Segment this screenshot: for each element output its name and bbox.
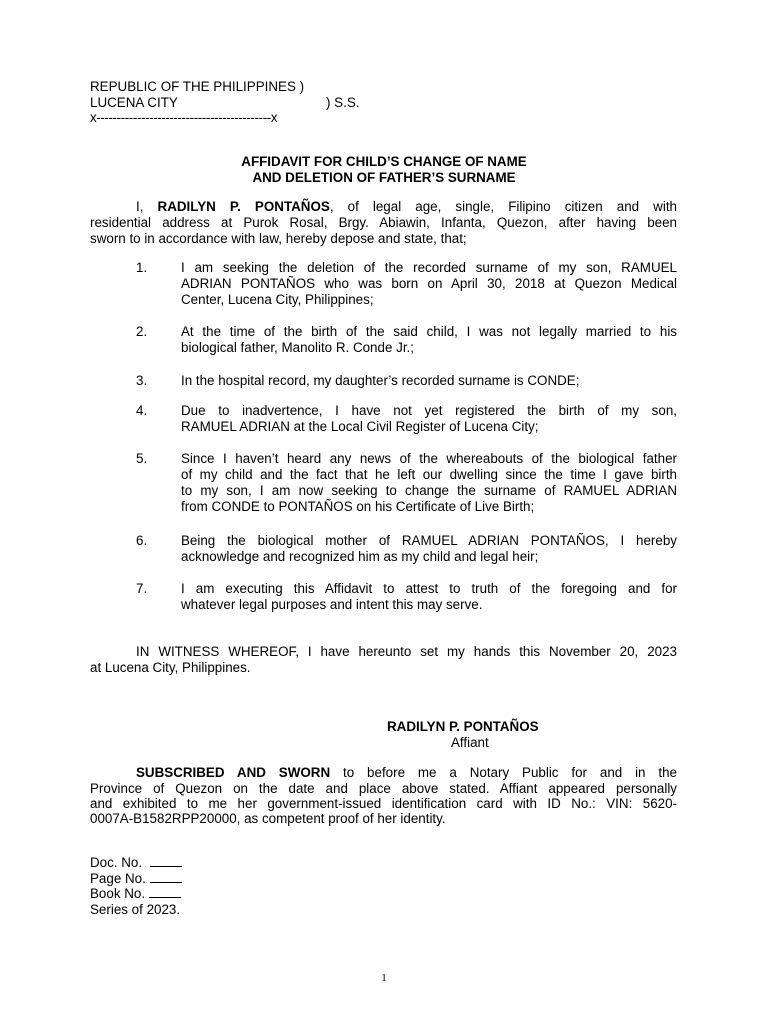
affiant-role: Affiant <box>451 735 489 750</box>
item-text-line: Center, Lucena City, Philippines; <box>181 292 374 307</box>
caption-ss: ) S.S. <box>326 95 360 110</box>
book-no-label: Book No. <box>90 886 146 901</box>
item-text-line: whatever legal purposes and intent this may serve. <box>181 597 483 612</box>
item-number: 7. <box>136 581 148 596</box>
item-text-line: I am executing this Affidavit to attest to truth of the foregoing and for <box>181 581 677 596</box>
title-line-1: AFFIDAVIT FOR CHILD’S CHANGE OF NAME <box>241 154 527 169</box>
page-no-blank <box>150 871 182 883</box>
item-number: 6. <box>136 533 148 548</box>
item-number: 4. <box>136 403 148 418</box>
item-text-line: In the hospital record, my daughter’s recorded surname is CONDE; <box>181 373 580 388</box>
doc-no-label: Doc. No. <box>90 855 143 870</box>
jurat-line-4: 0007A-B1582RPP20000, as competent proof of her identity. <box>90 811 446 826</box>
title-line-2: AND DELETION OF FATHER’S SURNAME <box>252 170 516 185</box>
item-number: 2. <box>136 324 148 339</box>
page-number: 1 <box>381 972 387 984</box>
jurat-line-2: Province of Quezon on the date and place above stated. Affiant appeared personally <box>90 781 677 796</box>
item-number: 5. <box>136 451 148 466</box>
item-number: 1. <box>136 260 148 275</box>
page-no-label: Page No. <box>90 871 146 886</box>
item-text-line: Due to inadvertence, I have not yet registered the birth of my son, <box>181 403 677 418</box>
doc-no <box>90 855 182 871</box>
item-number: 3. <box>136 373 148 388</box>
item-text-line: of my child and the fact that he left our dwelling since the time I gave birth <box>181 467 677 482</box>
intro-line-1 <box>136 199 677 215</box>
intro-line-3: sworn to in accordance with law, hereby depose and state, that; <box>90 231 467 246</box>
item-text-line: ADRIAN PONTAÑOS who was born on April 30, 2018 at Quezon Medical <box>181 276 677 291</box>
book-no-blank <box>149 886 181 898</box>
item-text-line: At the time of the birth of the said child, I was not legally married to his <box>181 324 677 339</box>
jurat-line-3: and exhibited to me her government-issued identification card with ID No.: VIN: 5620- <box>90 796 677 811</box>
witness-line-2: at Lucena City, Philippines. <box>90 660 251 675</box>
intro-line-1-rest: , of legal age, single, Filipino citizen and with <box>329 199 677 214</box>
affiant-name-inline: RADILYN P. PONTAÑOS <box>157 199 330 214</box>
doc-no-blank <box>150 855 182 867</box>
item-text-line: to my son, I am now seeking to change the surname of RAMUEL ADRIAN <box>181 483 677 498</box>
item-text-line: biological father, Manolito R. Conde Jr.; <box>181 340 414 355</box>
item-text-line: acknowledge and recognized him as my child and legal heir; <box>181 549 539 564</box>
caption-republic: REPUBLIC OF THE PHILIPPINES ) <box>90 79 305 94</box>
page-no <box>90 871 182 887</box>
jurat-line-1 <box>136 765 677 781</box>
item-text-line: I am seeking the deletion of the recorded surname of my son, RAMUEL <box>181 260 677 275</box>
item-text-line: RAMUEL ADRIAN at the Local Civil Register of Lucena City; <box>181 419 539 434</box>
jurat-bold: SUBSCRIBED AND SWORN <box>136 765 331 780</box>
item-text-line: from CONDE to PONTAÑOS on his Certificate of Live Birth; <box>181 499 535 514</box>
affiant-signature-name: RADILYN P. PONTAÑOS <box>387 719 539 734</box>
item-text-line: Since I haven’t heard any news of the whereabouts of the biological father <box>181 451 677 466</box>
jurat-line-1-rest: to before me a Notary Public for and in the <box>330 765 677 780</box>
item-text-line: Being the biological mother of RAMUEL ADRIAN PONTAÑOS, I hereby <box>181 533 677 548</box>
series: Series of 2023. <box>90 902 181 917</box>
intro-line-2: residential address at Purok Rosal, Brgy. Abiawin, Infanta, Quezon, after having been <box>90 215 677 230</box>
witness-line-1: IN WITNESS WHEREOF, I have hereunto set my hands this November 20, 2023 <box>136 644 677 659</box>
intro-prefix: I, <box>136 199 144 214</box>
book-no <box>90 886 181 902</box>
caption-separator: x-------------------------------------------x <box>90 110 278 125</box>
caption-city: LUCENA CITY <box>90 95 178 110</box>
